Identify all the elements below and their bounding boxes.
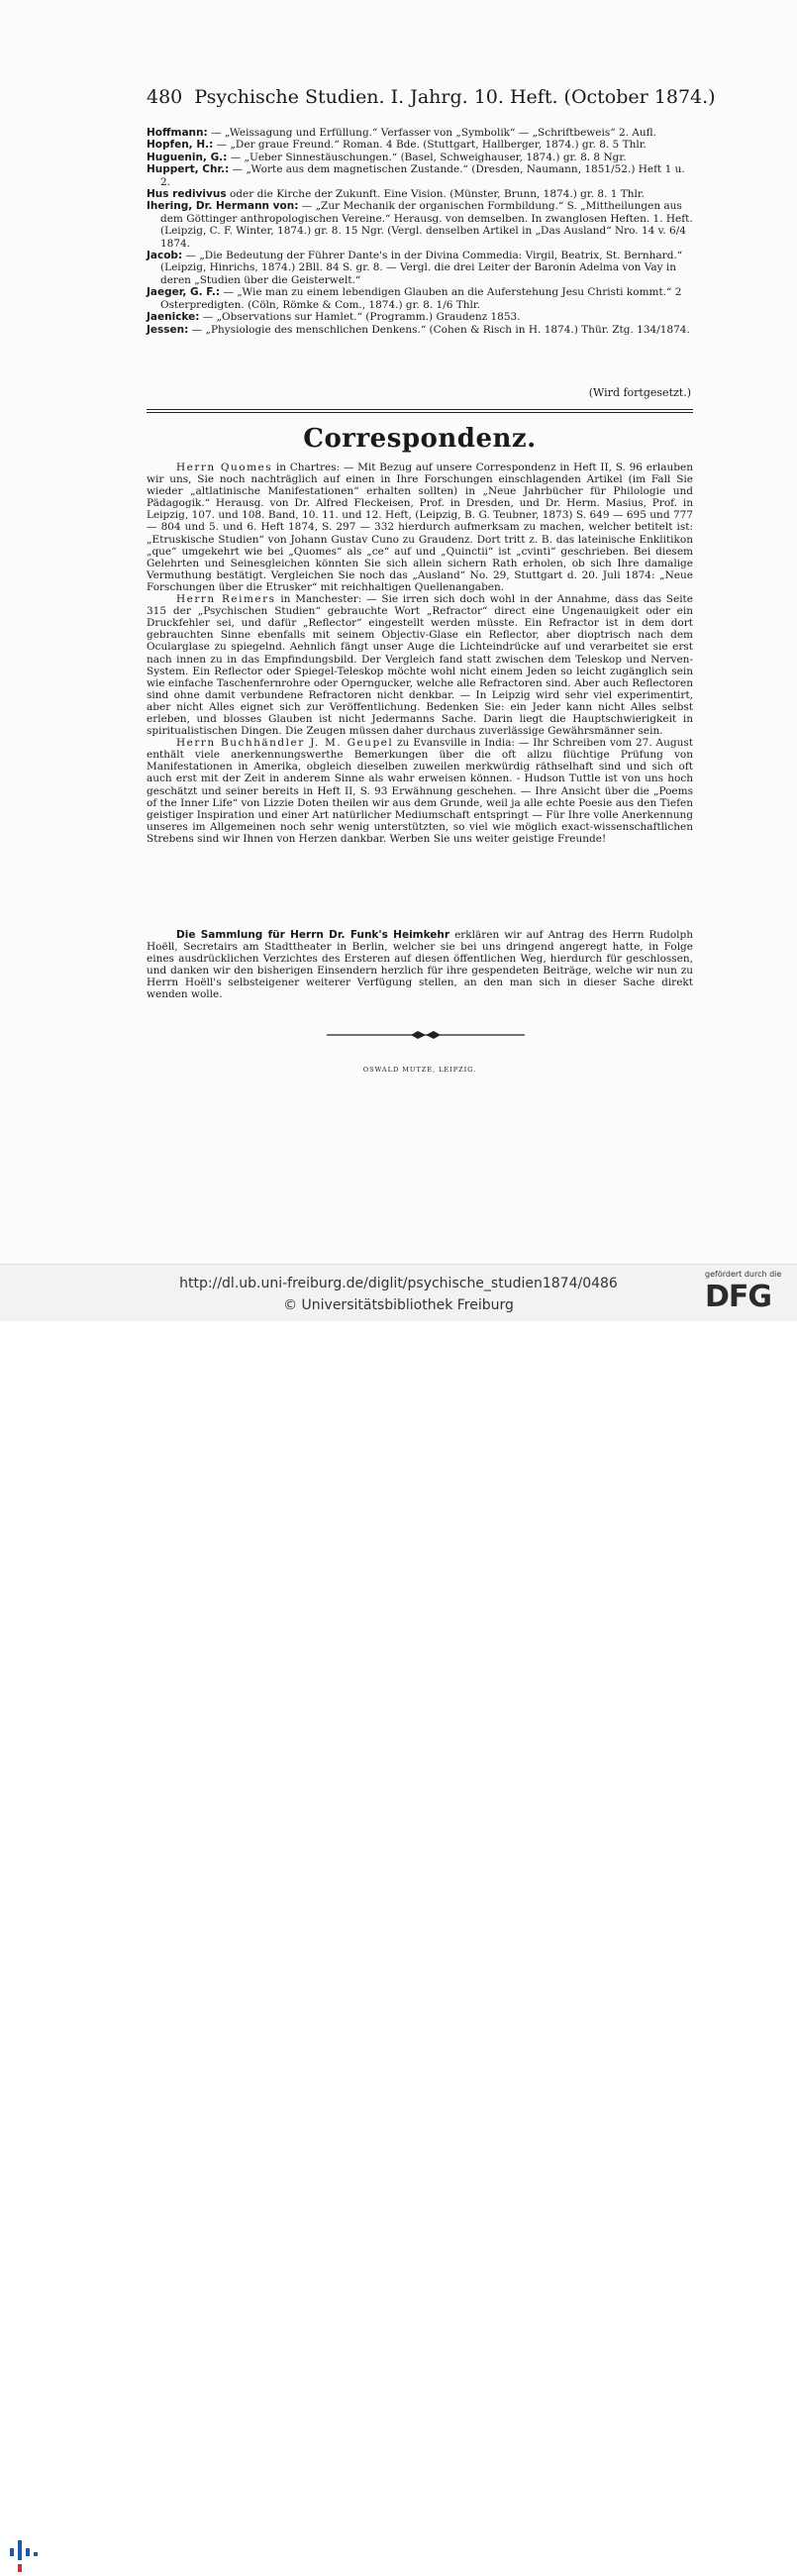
page-number: 480 [147,86,183,108]
running-header [147,85,716,109]
letter-paragraph: Herrn Quomes in Chartres: — Mit Bezug auf unsere Correspondenz in Heft II, S. 96 erlauben wir uns, Sie noch nachträglich auf einen in Ihre Forschungen einschlagenden Artikel (im Fall Sie wieder „altlatinische Manifestationen“ erhalten sollten) in „Neue Jahrbücher für Philologie und Pädagogik.“ Herausg. von Dr. Alfred Fleckeisen, Prof. in Dresden, und Dr. Herm. Masius, Prof. in Leipzig, 107. und 108. Band, 10. 11. und 12. Heft, (Leipzig, B. G. Teubner, 1873) S. 649 — 695 und 777 — 804 und 5. und 6. Heft 1874, S. 297 — 332 hierdurch aufmerksam zu machen, welcher betitelt ist: „Etruskische Studien“ von Johann Gustav Cuno zu Graudenz. Dort tritt z. B. das lateinische Enklitikon „que“ umgekehrt wie bei „Quomes“ als „ce“ auf und „Quinctii“ ist „cvinti“ geschrieben. Bei diesem Gelehrten und Seinesgleichen könnten Sie sich allein sichern Rath erholen, ob sich Ihre damalige Vermuthung bestätigt. Vergleichen Sie noch das „Ausland“ No. 29, Stuttgart d. 20. Juli 1874: „Neue Forschungen über die Etrusker“ mit reichhaltigen Quellenangaben. [147,462,693,593]
section-divider [147,412,693,413]
printer-imprint: OSWALD MUTZE, LEIPZIG. [362,1066,477,1074]
bib-entry: Jaeger, G. F.: — „Wie man zu einem lebendigen Glauben an die Auferstehung Jesu Christi kommt.“ 2 Osterpredigten. (Cöln, Römke & Com., 1874.) gr. 8. 1/6 Thlr. [147,286,682,311]
collection-notice [147,929,693,1001]
library-logo-icon [8,2536,42,2576]
letter-paragraph: Herrn Buchhändler J. M. Geupel zu Evansville in India: — Ihr Schreiben vom 27. August enthält viele anerkennungswerthe Bemerkungen über die oft allzu flüchtige Prüfung von Manifestationen in Amerika, obgleich dieselben zuweilen merkwürdig räthselhaft sind und sich oft auch erst mit der Zeit in anderem Sinne als wahr erweisen können. - Hudson Tuttle ist von uns hoch geschätzt und seiner bereits in Heft II, S. 93 Erwähnung geschehen. — Ihre Ansicht über die „Poems of the Inner Life“ von Lizzie Doten theilen wir aus dem Grunde, weil ja alle echte Poesie aus den Tiefen geistiger Inspiration und einer Art natürlicher Mediumschaft entspringt — Für Ihre volle Anerkennung unseres im Allgemeinen noch sehr wenig unterstützten, so viel wie möglich exact-wissenschaftlichen Strebens sind wir Ihnen von Herzen dankbar. Werben Sie uns weiter geistige Freunde! [147,737,693,845]
bib-entry: Hopfen, H.: — „Der graue Freund.“ Roman. 4 Bde. (Stuttgart, Hallberger, 1874.) gr. 8. 5 Thlr. [147,139,647,152]
bib-entry: Hoffmann: — „Weissagung und Erfüllung.“ Verfasser von „Symbolik“ — „Schriftbeweis“ 2. Aufl. [147,127,656,139]
letter-paragraph: Herrn Reimers in Manchester: — Sie irren sich doch wohl in der Annahme, dass das Seite 315 der „Psychischen Studien“ gebrauchte Wort „Refractor“ direct eine Ungenauigkeit oder ein Druckfehler sei, und dafür „Reflector“ eingestellt werden müsste. Ein Refractor ist in dem dort gebrauchten Sinne ebenfalls mit seinem Objectiv-Glase ein Reflector, aber dioptrisch nach dem Ocularglase zu spiegelnd. Aehnlich fängt unser Auge die Lichteindrücke auf und verarbeitet sie erst nach innen zu in das Empfindungsbild. Der Vergleich fand statt zwischen dem Teleskop und Nerven-System. Ein Reflector oder Spiegel-Teleskop möchte wohl nicht einem Jeden so leicht zugänglich sein wie einfache Taschenfernrohre oder Operngucker, welche alle Refractoren sind. Aber auch Reflectoren sind ohne damit verbundene Refractoren nicht denkbar. — In Leipzig wird sehr viel experimentirt, aber nicht Alles eignet sich zur Veröffentlichung. Bedenken Sie: ein Jeder kann nicht Alles selbst erleben, und blosses Glauben ist nicht Jedermanns Sache. Darin liegt die Hauptschwierigkeit in spiritualistischen Dingen. Die Zeugen müssen daher durchaus zuverlässige Gewährsmänner sein. [147,593,693,738]
correspondence-section [147,462,693,845]
scanned-page [0,0,797,1264]
continued-note: (Wird fortgesetzt.) [588,386,691,399]
ornament-divider [327,1030,525,1040]
bibliography-list [147,127,693,336]
bib-entry: Jessen: — „Physiologie des menschlichen Denkens.“ (Cohen & Risch in H. 1874.) Thür. Ztg. 134/1874. [147,323,690,336]
bib-entry: Ihering, Dr. Hermann von: — „Zur Mechanik der organischen Formbildung.“ S. „Mittheilungen aus dem Göttinger anthropologischen Vereine.“ Herausg. von demselben. In zwanglosen Heften. 1. Heft. (Leipzig, C. F. Winter, 1874.) gr. 8. 15 Ngr. (Vergl. denselben Artikel in „Das Ausland“ Nro. 14 v. 6/4 1874. [147,200,693,250]
bib-entry: Huguenin, G.: — „Ueber Sinnestäuschungen.“ (Basel, Schweighauser, 1874.) gr. 8. 8 Ngr. [147,151,627,163]
bib-entry: Jaenicke: — „Observations sur Hamlet.“ (Programm.) Graudenz 1853. [147,311,521,324]
bib-entry: Jacob: — „Die Bedeutung der Führer Dante's in der Divina Commedia: Virgil, Beatrix, St. Bernhard.“ (Leipzig, Hinrichs, 1874.) 2Bll. 84 S. gr. 8. — Vergl. die drei Leiter der Baronin Adelma von Vay in deren „Studien über die Geisterwelt.“ [147,250,683,286]
notice-lead: Die Sammlung für Herrn Dr. Funk's Heimkehr [176,929,450,941]
bib-entry: Hus redivivus oder die Kirche der Zukunft. Eine Vision. (Münster, Brunn, 1874.) gr. 8. 1 Thlr. [147,188,646,201]
dfg-caption: gefördert durch die [705,1270,782,1279]
permalink-url[interactable]: http://dl.ub.uni-freiburg.de/diglit/psychische_studien1874/0486 [179,1276,618,1291]
section-divider [147,409,693,410]
notice-text: erklären wir auf Antrag des Herrn Rudolph Hoëll, Secretairs am Stadttheater in Berlin, welcher sie bei uns dringend angeregt hatte, in Folge eines ausdrücklichen Verzichtes des Ersteren auf diesen öffentlichen Weg, hierdurch für geschlossen, und danken wir den bisherigen Einsendern herzlich für ihre gespendeten Beiträge, welche wir nun zu Herrn Hoëll's selbsteigener weiterer Verfügung stellen, an den man sich in dieser Sache direkt wenden wolle. [147,929,694,1001]
section-title: Correspondenz. [303,424,537,454]
dfg-logo-icon: DFG [705,1280,772,1314]
bib-entry: Huppert, Chr.: — „Worte aus dem magnetischen Zustande.“ (Dresden, Naumann, 1851/52.) Heft 1 u. 2. [147,163,685,188]
copyright-notice: © Universitätsbibliothek Freiburg [283,1297,514,1313]
running-title: Psychische Studien. I. Jahrg. 10. Heft. (October 1874.) [194,86,716,108]
